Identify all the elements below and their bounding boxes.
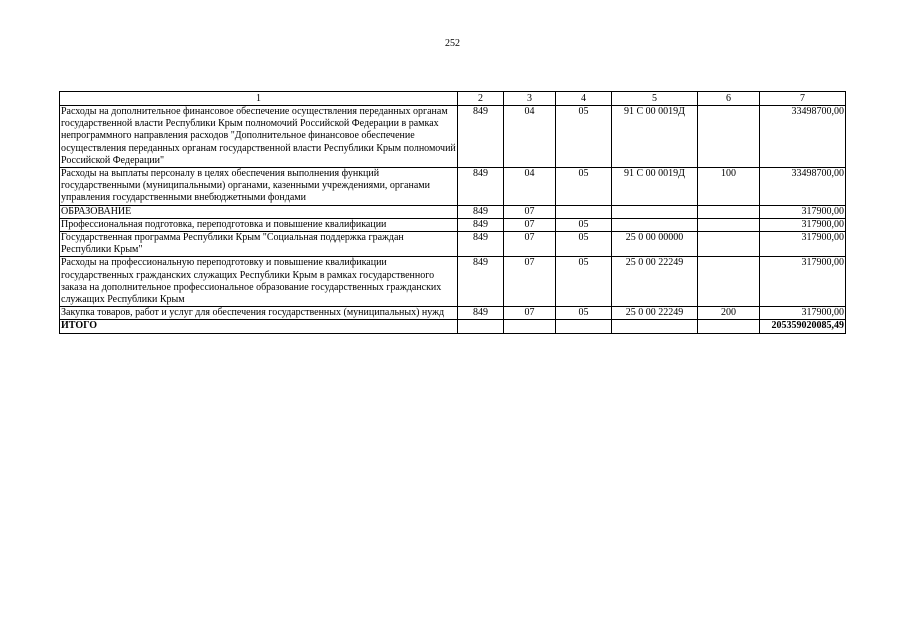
- row-target-article: [612, 218, 698, 231]
- table-row: [60, 205, 846, 218]
- table-row: [60, 232, 846, 257]
- row-name: Расходы на дополнительное финансовое обеспечение осуществления переданных органам государственной власти Республики Крым полномочий Российской Федерации в рамках непрограммного направления расходов "Дополнительное финансовое обеспечение осуществления переданных органам государственной власти Республики Крым полномочий Российской Федерации": [61, 106, 456, 166]
- row-amount: 317900,00: [760, 232, 846, 257]
- row-section: 07: [504, 205, 556, 218]
- total-row: [60, 320, 846, 333]
- row-section: 04: [504, 168, 556, 206]
- column-header-2: 2: [458, 92, 504, 106]
- row-subsection: 05: [556, 168, 612, 206]
- row-expense-type: [698, 232, 760, 257]
- table-row: [60, 106, 846, 168]
- budget-table: [59, 91, 846, 334]
- empty-cell: [612, 320, 698, 333]
- row-expense-type: [698, 218, 760, 231]
- column-header-6: 6: [698, 92, 760, 106]
- empty-cell: [698, 320, 760, 333]
- row-subsection: [556, 205, 612, 218]
- row-code: 849: [458, 106, 504, 168]
- table-row: [60, 307, 846, 320]
- table-row: [60, 168, 846, 206]
- empty-cell: [556, 320, 612, 333]
- row-section: 07: [504, 307, 556, 320]
- row-expense-type: [698, 257, 760, 307]
- row-target-article: 25 0 00 00000: [612, 232, 698, 257]
- row-target-article: 25 0 00 22249: [612, 257, 698, 307]
- row-section: 07: [504, 257, 556, 307]
- row-amount: 317900,00: [760, 205, 846, 218]
- row-name: Расходы на выплаты персоналу в целях обеспечения выполнения функций государственными (муниципальными) органами, казенными учреждениями, органами управления государственными внебюджетными фондами: [60, 168, 458, 206]
- total-label: ИТОГО: [60, 320, 458, 333]
- column-header-7: 7: [760, 92, 846, 106]
- row-name: Профессиональная подготовка, переподготовка и повышение квалификации: [60, 218, 458, 231]
- row-subsection: 05: [556, 232, 612, 257]
- row-name: Закупка товаров, работ и услуг для обеспечения государственных (муниципальных) нужд: [60, 307, 458, 320]
- page-number: 252: [445, 38, 460, 49]
- row-expense-type: 200: [698, 307, 760, 320]
- row-expense-type: 100: [698, 168, 760, 206]
- row-section: 07: [504, 218, 556, 231]
- header-row: [60, 92, 846, 106]
- row-amount: 317900,00: [760, 218, 846, 231]
- row-code: 849: [458, 205, 504, 218]
- row-expense-type: [698, 106, 760, 168]
- row-amount: 317900,00: [760, 307, 846, 320]
- empty-cell: [458, 320, 504, 333]
- column-header-5: 5: [612, 92, 698, 106]
- column-header-4: 4: [556, 92, 612, 106]
- row-target-article: 25 0 00 22249: [612, 307, 698, 320]
- row-subsection: 05: [556, 307, 612, 320]
- row-expense-type: [698, 205, 760, 218]
- row-subsection: 05: [556, 106, 612, 168]
- row-section: 07: [504, 232, 556, 257]
- table-row: [60, 257, 846, 307]
- row-subsection: 05: [556, 218, 612, 231]
- row-name: Расходы на профессиональную переподготовку и повышение квалификации государственных гражданских служащих Республики Крым в рамках государственного заказа на дополнительное профессиональное образование государственных гражданских служащих Республики Крым: [60, 257, 458, 307]
- row-amount: 317900,00: [760, 257, 846, 307]
- row-target-article: 91 С 00 0019Д: [612, 168, 698, 206]
- row-target-article: 91 С 00 0019Д: [612, 106, 698, 168]
- row-target-article: [612, 205, 698, 218]
- table-row: [60, 218, 846, 231]
- row-name: Государственная программа Республики Крым "Социальная поддержка граждан Республики Крым": [60, 232, 458, 257]
- row-code: 849: [458, 307, 504, 320]
- total-amount: 205359020085,49: [760, 320, 846, 333]
- row-code: 849: [458, 232, 504, 257]
- column-header-1: 1: [60, 92, 458, 106]
- row-code: 849: [458, 168, 504, 206]
- row-code: 849: [458, 218, 504, 231]
- row-name: ОБРАЗОВАНИЕ: [60, 205, 458, 218]
- row-amount: 33498700,00: [760, 168, 846, 206]
- empty-cell: [504, 320, 556, 333]
- row-code: 849: [458, 257, 504, 307]
- row-section: 04: [504, 106, 556, 168]
- column-header-3: 3: [504, 92, 556, 106]
- row-subsection: 05: [556, 257, 612, 307]
- row-amount: 33498700,00: [760, 106, 846, 168]
